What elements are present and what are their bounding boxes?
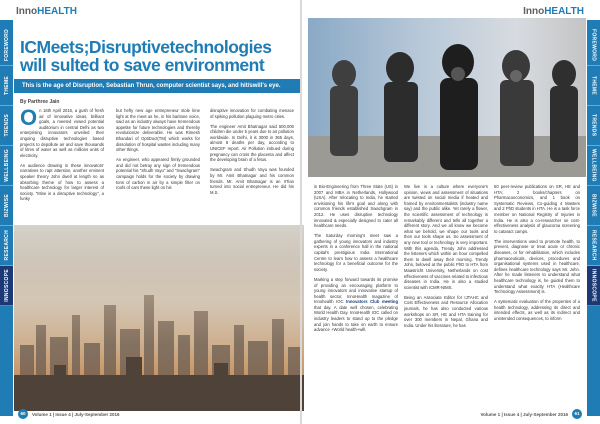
protesters-illustration <box>308 18 586 177</box>
tab-innoscope[interactable]: INNOSCOPE <box>0 266 13 306</box>
article-deck: This is the age of Disruption, Sebastian Thrun, computer scientist says, and hit/swill's eye. <box>14 79 300 93</box>
left-section-tabs <box>0 26 13 306</box>
tab-trends[interactable]: TRENDS <box>0 106 13 146</box>
page-number: 61 <box>572 409 582 419</box>
footer-right <box>481 409 582 419</box>
paragraph: A systematic evaluation of the properties of a health technology, addressing its direct and intended effects, as well as its indirect and unintended consequences, to inform <box>494 299 580 322</box>
paragraph: Marking a step forward towards its promise of providing an encouraging platform to young innovators and innovative startup of health sector, InnoHealth magazine of Innohealth IOC <box>314 276 398 305</box>
city-skyline-illustration <box>14 225 304 411</box>
paragraph: in Bio-Engineering from Three State (US) in 2007 and MBA in Netherlands, Hollywood (USA). After relocating to India, he started envisioning his life's goal and along with common friends established Swachgram in 2012. He uses disruptive technology innovated & especially designed to cater all healthcare needs. <box>314 184 398 229</box>
footer-left <box>18 409 119 419</box>
paragraph: We live in a culture where everyone's opinion, views and assessment of situations are twisted on social media if heated and framed by environmentalists (industry name say) and the public alike. Yet rarely a flower, the scientific assessment of technology is remarkably different and tells all together a different story. And we all know we become what we behold, we shape our tools and then our tools shape us. So assessment of any new tool or technology is very important. With this agenda, Trendy John addressed the listeners which within an hour compelled them to dwell away their morning. Trendy John, beloved at the public PhD to HTA from Maastricht University, Netherlands on cost effectiveness of vaccines related to infectious diseases in India. He is also a studied scientist with ICMR-NIMS. <box>404 184 488 290</box>
tab-research[interactable]: RESEARCH <box>0 226 13 266</box>
highlight-text: Innovators Club meeting <box>346 299 398 305</box>
tab-bizwise[interactable]: BIZWISE <box>587 186 600 226</box>
tab-bizwise[interactable]: BIZWISE <box>0 186 13 226</box>
article-byline: By Parthree Jain <box>20 99 60 105</box>
paragraph: Swachgram and Shudh Vayu was founded by Mr. Amit Bhatnagar and his common friends. Mr. Amit Bhatnagar is an IITian turned into social entrepreneur. He did his M.S. <box>210 167 294 195</box>
paragraph: Being an Associate Editor for IJTAHC and Cost Effectiveness and Resource Allocation journals, he has also conducted various workshops on SR, HE and HTA training for over 300 members in Nepal, Ghana and India. Under his literature, he has <box>404 294 488 328</box>
tab-foreword[interactable]: FOREWORD <box>0 26 13 66</box>
magazine-logo-left: InnoHEALTH <box>16 6 77 17</box>
article-column-2 <box>116 108 200 223</box>
article-title: ICMeets;Disruptivetechnologies will sulted to save environment <box>20 37 272 75</box>
tab-innoscope[interactable]: INNOSCOPE <box>587 266 600 306</box>
article-column-3 <box>210 108 294 223</box>
paragraph: The interventions used to promote health, to prevent, diagnose or treat acute or chronic diseases, or for rehabilitation, which includes pharmaceuticals, devices, procedures and organisational systems used in healthcare, defines healthcare technology says Mr. John. After he made listeners to understand what healthcare technology is, he guided them to understand what exactly HTA (Healthcare Technology Assessment) is. <box>494 238 580 295</box>
page-gutter <box>300 0 302 424</box>
paragraph: The engineer Amit Bhatnagar said 500,000 children die under 5 years due to air pollution worldwide. In Delhi, it is 3000 in 365 days, almost 8 deaths per day, according to UNICEF report. Air Pollution imbued during pregnancy can cross the placenta and affect the developing brain of a fetus. <box>210 123 294 163</box>
article-column-1 <box>20 108 104 223</box>
article-column-6 <box>494 184 580 412</box>
tab-foreword[interactable]: FOREWORD <box>587 26 600 66</box>
paragraph: n 16th April 2016, a gush of fresh air of innovative ideas, brilliant goals, a meeted vowed potential auditorium in central Delhi as two enterprising innovators unveiled their ongoing disruptive technologies based projects to depollute air and save thousands of litres of water as well as millions units of electricity. <box>20 108 104 158</box>
paragraph: An engineer, who appeared firmly grounded and did not betray any sign of tremendous potential his "Shudh Vayu" and "Swachgram" campaign holds for the society by drawing tons of carbon in air by a simple filter on roofs of cars these light on his <box>116 157 200 191</box>
tab-theme[interactable]: THEME <box>587 66 600 106</box>
magazine-logo-right: InnoHEALTH <box>523 6 584 17</box>
gas-mask-protest-photo <box>308 18 586 177</box>
tab-wellbeing[interactable]: WELLBEING <box>0 146 13 186</box>
article-column-5 <box>404 184 488 412</box>
tab-trends[interactable]: TRENDS <box>587 106 600 146</box>
smog-city-photo <box>14 225 304 411</box>
paragraph: 50 peer-review publications on SR, HE and HTA; 2 books/chapters on Pharmacoeconomics, and 1 book on Systematic Reviews, Co-guiding 4 Masters and 2 PhD students in HTA. He is a task force member on National Registry of Injuries in India. He is also a co-researcher on cost-effectiveness analysis of glaucoma screening to cataract camps. <box>494 184 580 234</box>
paragraph: disruptive innovation for combating menace of spiking pollution plaguing metro cities. <box>210 108 294 119</box>
drop-cap: O <box>20 108 38 130</box>
tab-wellbeing[interactable]: WELLBEING <box>587 146 600 186</box>
paragraph: An audience drawing in these innovators' narratives to rapt attention, another eminent speaker theory John dwell at length so as absorbing theme of how to assess a healthcare technology for larger interest of society. "Mine is a disruptive technology", a funky <box>20 162 104 202</box>
tab-theme[interactable]: THEME <box>0 66 13 106</box>
paragraph: that day. A date well chosen, celebrating World Health Day. InnoHealth IOC called on industry leaders to stand up to the pledge and join hands to take on earth to ensure advance +World health+will. <box>314 304 398 333</box>
right-section-tabs <box>587 26 600 306</box>
issue-info: Volume 1 | Issue 4 | July-September 2016 <box>480 411 568 417</box>
paragraph: but hefty new age entrepreneur stole lime light at the meet as he, in his baritone voice, said as an industry always have tremendous appetite for future technologies and thereby revolutionize deliverable. He was Rimesh Bhandari of OptiDuct(TM) which works for dissolution of hospital wastes including many other things. <box>116 108 200 153</box>
paragraph: The Saturday morning's meet saw a gathering of young innovators and industry experts in a conference hall in the national capital's prestigious India International Centre to learn how to assess a healthcare technology for a beneficial outcome for the society. <box>314 233 398 272</box>
page-number: 60 <box>18 409 28 419</box>
issue-info: Volume 1 | Issue 4 | July-September 2016 <box>32 411 120 417</box>
tab-research[interactable]: RESEARCH <box>587 226 600 266</box>
article-column-4 <box>314 184 398 412</box>
